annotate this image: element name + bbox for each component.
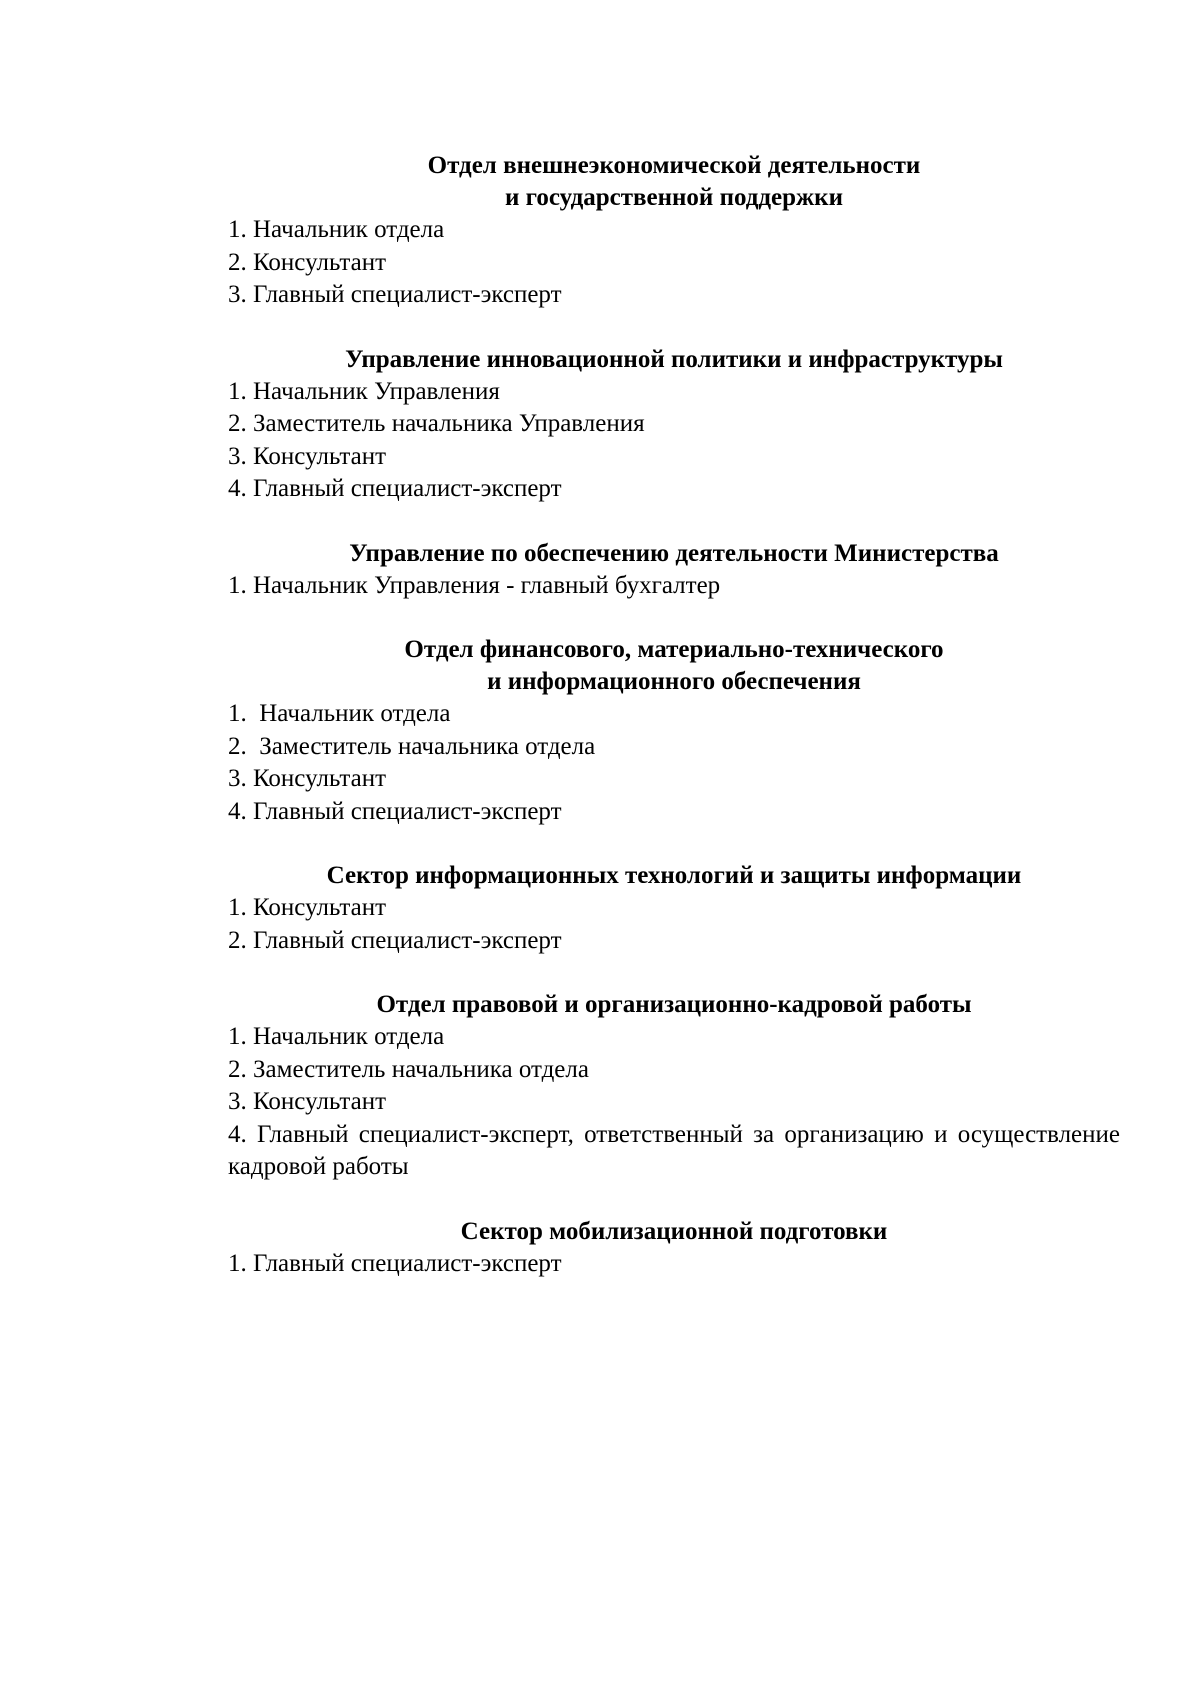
section-heading-line: Сектор мобилизационной подготовки — [460, 1217, 888, 1245]
section-finance-logistics — [228, 634, 1120, 828]
position-item: 1. Начальник Управления — [228, 377, 500, 405]
section-heading — [228, 989, 1120, 1021]
position-item: 1. Начальник Управления - главный бухгалтер — [228, 571, 721, 599]
section-heading-line: Отдел правовой и организационно-кадровой работы — [376, 991, 972, 1018]
position-item: 4. Главный специалист-эксперт — [228, 797, 562, 825]
section-heading — [228, 344, 1120, 376]
position-item: 2. Консультант — [228, 248, 387, 276]
position-item: 3. Консультант — [228, 765, 387, 792]
position-item: 1. Начальник отдела — [228, 216, 445, 243]
position-item: 4. Главный специалист-эксперт, ответственный за организацию и осуществление кадровой работы — [228, 1120, 1120, 1180]
section-heading — [228, 1216, 1120, 1248]
position-item: 1. Начальник отдела — [228, 700, 451, 727]
position-list — [228, 698, 1120, 828]
position-list — [228, 376, 1120, 506]
position-item: 3. Главный специалист-эксперт — [228, 281, 562, 308]
position-item: 3. Консультант — [228, 442, 387, 470]
section-heading — [228, 634, 1120, 698]
section-heading — [228, 150, 1120, 214]
position-item: 3. Консультант — [228, 1088, 387, 1115]
section-mobilization — [228, 1216, 1120, 1281]
position-item: 4. Главный специалист-эксперт — [228, 475, 562, 502]
section-heading-line: и информационного обеспечения — [487, 668, 861, 695]
position-list — [228, 214, 1120, 312]
position-list — [228, 892, 1120, 957]
section-innovation-policy — [228, 344, 1120, 506]
section-heading-line: Управление инновационной политики и инфраструктуры — [345, 345, 1003, 373]
position-item: 2. Заместитель начальника отдела — [228, 1055, 589, 1083]
position-list — [228, 1248, 1120, 1281]
position-list — [228, 570, 1120, 603]
section-foreign-economic-dept — [228, 150, 1120, 312]
position-item: 2. Заместитель начальника отдела — [228, 732, 596, 760]
position-item: 1. Главный специалист-эксперт — [228, 1249, 562, 1277]
section-heading-line: Управление по обеспечению деятельности Министерства — [349, 539, 999, 567]
section-it-security — [228, 860, 1120, 957]
section-heading-line: Отдел внешнеэкономической деятельности — [427, 152, 921, 179]
section-heading-line: Отдел финансового, материально-технического — [404, 636, 944, 663]
position-item: 1. Консультант — [228, 894, 387, 921]
position-item: 2. Главный специалист-эксперт — [228, 926, 562, 954]
section-heading — [228, 860, 1120, 892]
section-heading-line: Сектор информационных технологий и защиты информации — [326, 862, 1022, 889]
section-ministry-support — [228, 538, 1120, 603]
section-heading-line: и государственной поддержки — [505, 184, 843, 211]
section-heading — [228, 538, 1120, 570]
section-legal-hr — [228, 989, 1120, 1184]
document-page — [228, 150, 1120, 1312]
position-list — [228, 1021, 1120, 1184]
position-item: 2. Заместитель начальника Управления — [228, 410, 645, 437]
position-item: 1. Начальник отдела — [228, 1023, 445, 1050]
